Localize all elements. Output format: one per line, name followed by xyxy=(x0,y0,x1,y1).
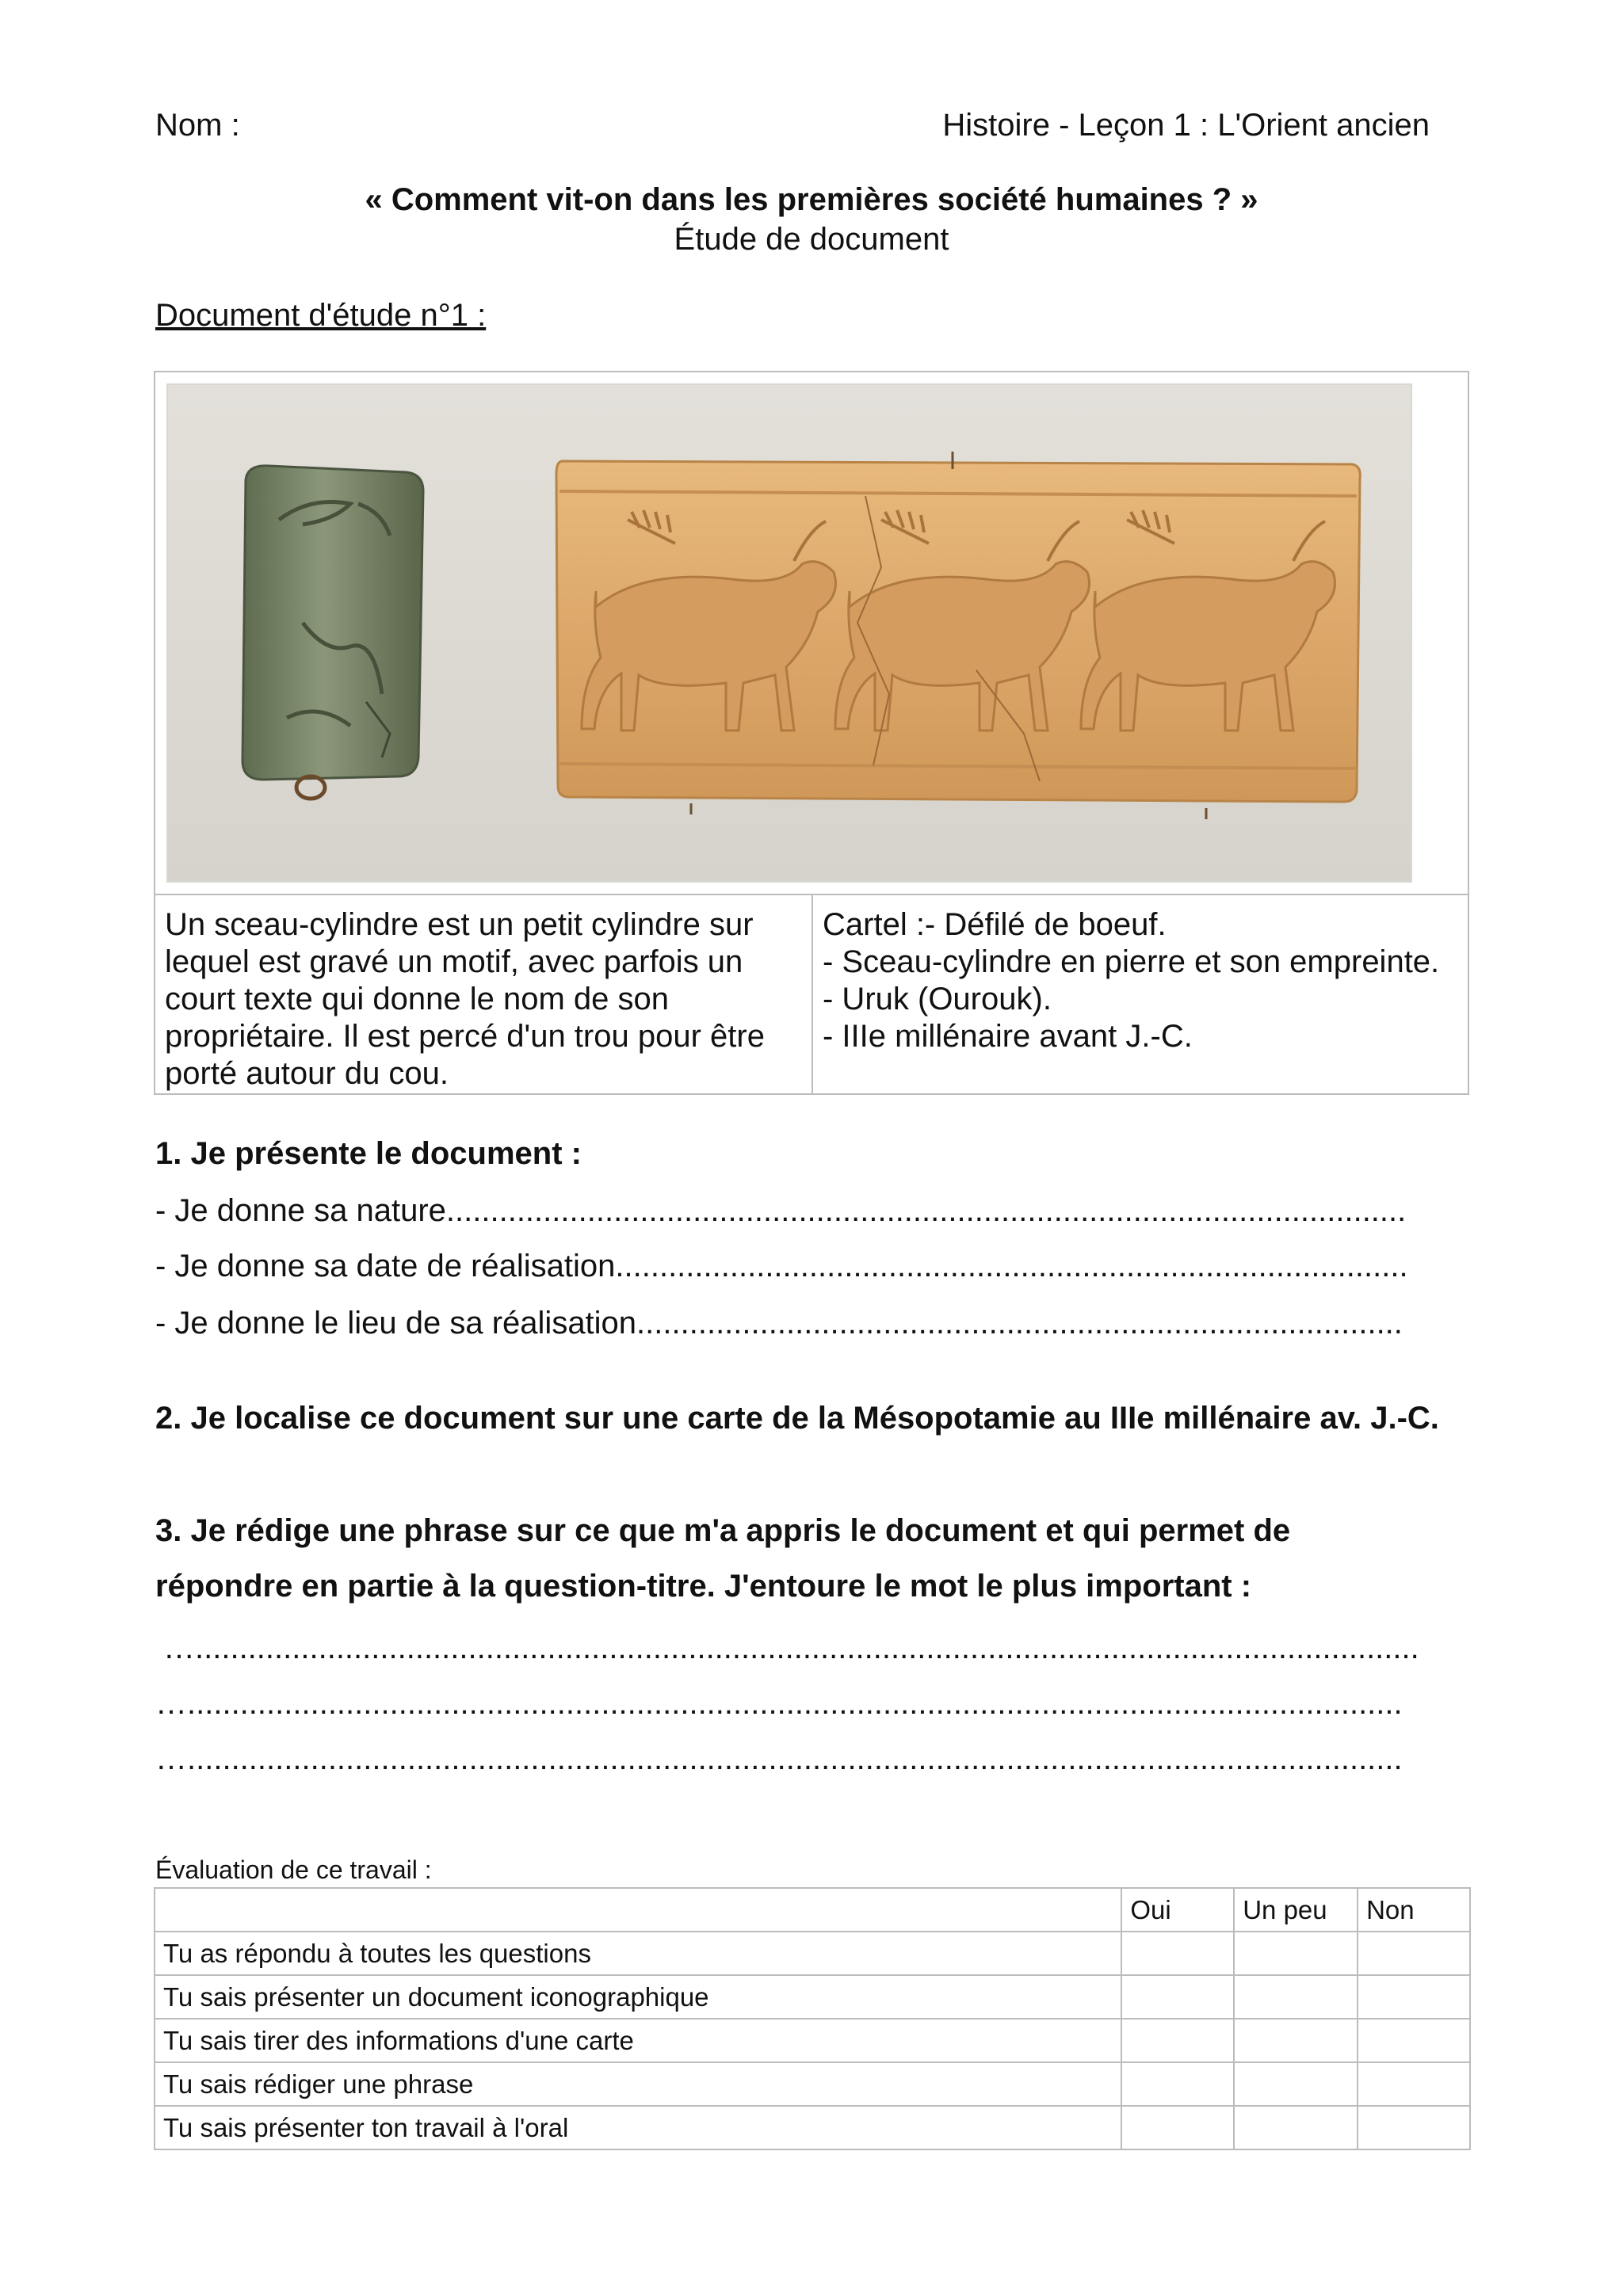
question-1-date-line[interactable]: - Je donne sa date de réalisation.......................................................................................... xyxy=(155,1249,1408,1283)
cartel-line: - Uruk (Ourouk). xyxy=(823,982,1052,1016)
evaluation-label: Évaluation de ce travail : xyxy=(155,1855,432,1884)
evaluation-checkbox-non[interactable] xyxy=(1358,2019,1470,2062)
evaluation-criterion: Tu sais rédiger une phrase xyxy=(155,2062,1121,2106)
evaluation-checkbox-un-peu[interactable] xyxy=(1234,2019,1358,2062)
question-3-answer-line[interactable]: …........................................................................................................................................... xyxy=(163,1630,1419,1665)
description-line: porté autour du cou. xyxy=(165,1056,449,1091)
evaluation-row xyxy=(155,1932,1470,1975)
evaluation-checkbox-oui[interactable] xyxy=(1121,1975,1234,2019)
question-1-heading: 1. Je présente le document : xyxy=(155,1136,582,1171)
cartel-line: - IIIe millénaire avant J.-C. xyxy=(823,1019,1193,1054)
evaluation-checkbox-un-peu[interactable] xyxy=(1234,1975,1358,2019)
evaluation-header-un-peu: Un peu xyxy=(1234,1888,1358,1932)
description-line: lequel est gravé un motif, avec parfois un xyxy=(165,944,743,979)
evaluation-checkbox-non[interactable] xyxy=(1358,1975,1470,2019)
evaluation-header-empty xyxy=(155,1888,1121,1932)
evaluation-row xyxy=(155,1975,1470,2019)
question-3-answer-line[interactable]: ….......................................................................................................................................... xyxy=(155,1741,1403,1776)
document-label: Document d'étude n°1 : xyxy=(155,298,487,333)
document-box xyxy=(154,371,1469,1095)
evaluation-checkbox-non[interactable] xyxy=(1358,2062,1470,2106)
name-label: Nom : xyxy=(155,108,240,143)
cartel-line: Cartel :- Défilé de boeuf. xyxy=(823,907,1167,942)
evaluation-criterion: Tu sais présenter un document iconographique xyxy=(155,1975,1121,2019)
evaluation-criterion: Tu sais tirer des informations d'une carte xyxy=(155,2019,1121,2062)
cartel-line: - Sceau-cylindre en pierre et son empreinte. xyxy=(823,944,1440,979)
evaluation-checkbox-non[interactable] xyxy=(1358,2106,1470,2149)
stone-seal-illustration xyxy=(242,466,423,799)
evaluation-checkbox-non[interactable] xyxy=(1358,1932,1470,1975)
description-line: propriétaire. Il est percé d'un trou pour être xyxy=(165,1019,765,1054)
page-title: « Comment vit-on dans les premières société humaines ? » xyxy=(365,182,1258,217)
page-subtitle: Étude de document xyxy=(674,222,949,257)
evaluation-checkbox-oui[interactable] xyxy=(1121,2019,1234,2062)
description-line: Un sceau-cylindre est un petit cylindre sur xyxy=(165,907,754,942)
description-line: court texte qui donne le nom de son xyxy=(165,982,669,1016)
evaluation-table xyxy=(154,1887,1471,2150)
cartel-cell xyxy=(813,895,1468,1095)
question-1-nature-line[interactable]: - Je donne sa nature............................................................................................................. xyxy=(155,1193,1407,1228)
evaluation-header-oui: Oui xyxy=(1121,1888,1234,1932)
evaluation-criterion: Tu sais présenter ton travail à l'oral xyxy=(155,2106,1121,2149)
question-3-heading-line-2: répondre en partie à la question-titre. J'entoure le mot le plus important : xyxy=(155,1569,1252,1604)
evaluation-checkbox-oui[interactable] xyxy=(1121,2062,1234,2106)
evaluation-checkbox-un-peu[interactable] xyxy=(1234,2062,1358,2106)
evaluation-checkbox-un-peu[interactable] xyxy=(1234,1932,1358,1975)
evaluation-row xyxy=(155,2019,1470,2062)
evaluation-row xyxy=(155,2106,1470,2149)
photo-row xyxy=(155,372,1468,895)
question-1-place-line[interactable]: - Je donne le lieu de sa réalisation....................................................................................... xyxy=(155,1306,1403,1341)
question-3-answer-line[interactable]: ….......................................................................................................................................... xyxy=(155,1686,1403,1721)
course-title: Histoire - Leçon 1 : L'Orient ancien xyxy=(942,108,1430,143)
evaluation-row xyxy=(155,2062,1470,2106)
evaluation-checkbox-oui[interactable] xyxy=(1121,2106,1234,2149)
evaluation-criterion: Tu as répondu à toutes les questions xyxy=(155,1932,1121,1975)
seal-description-cell xyxy=(155,895,813,1095)
question-2-heading: 2. Je localise ce document sur une carte de la Mésopotamie au IIIe millénaire av. J.-C. xyxy=(155,1401,1439,1436)
evaluation-checkbox-un-peu[interactable] xyxy=(1234,2106,1358,2149)
question-3-heading-line-1: 3. Je rédige une phrase sur ce que m'a appris le document et qui permet de xyxy=(155,1513,1291,1548)
evaluation-checkbox-oui[interactable] xyxy=(1121,1932,1234,1975)
clay-impression-illustration xyxy=(556,452,1360,819)
evaluation-header-non: Non xyxy=(1358,1888,1470,1932)
cylinder-seal-photo xyxy=(166,383,1412,883)
evaluation-header-row xyxy=(155,1888,1470,1932)
